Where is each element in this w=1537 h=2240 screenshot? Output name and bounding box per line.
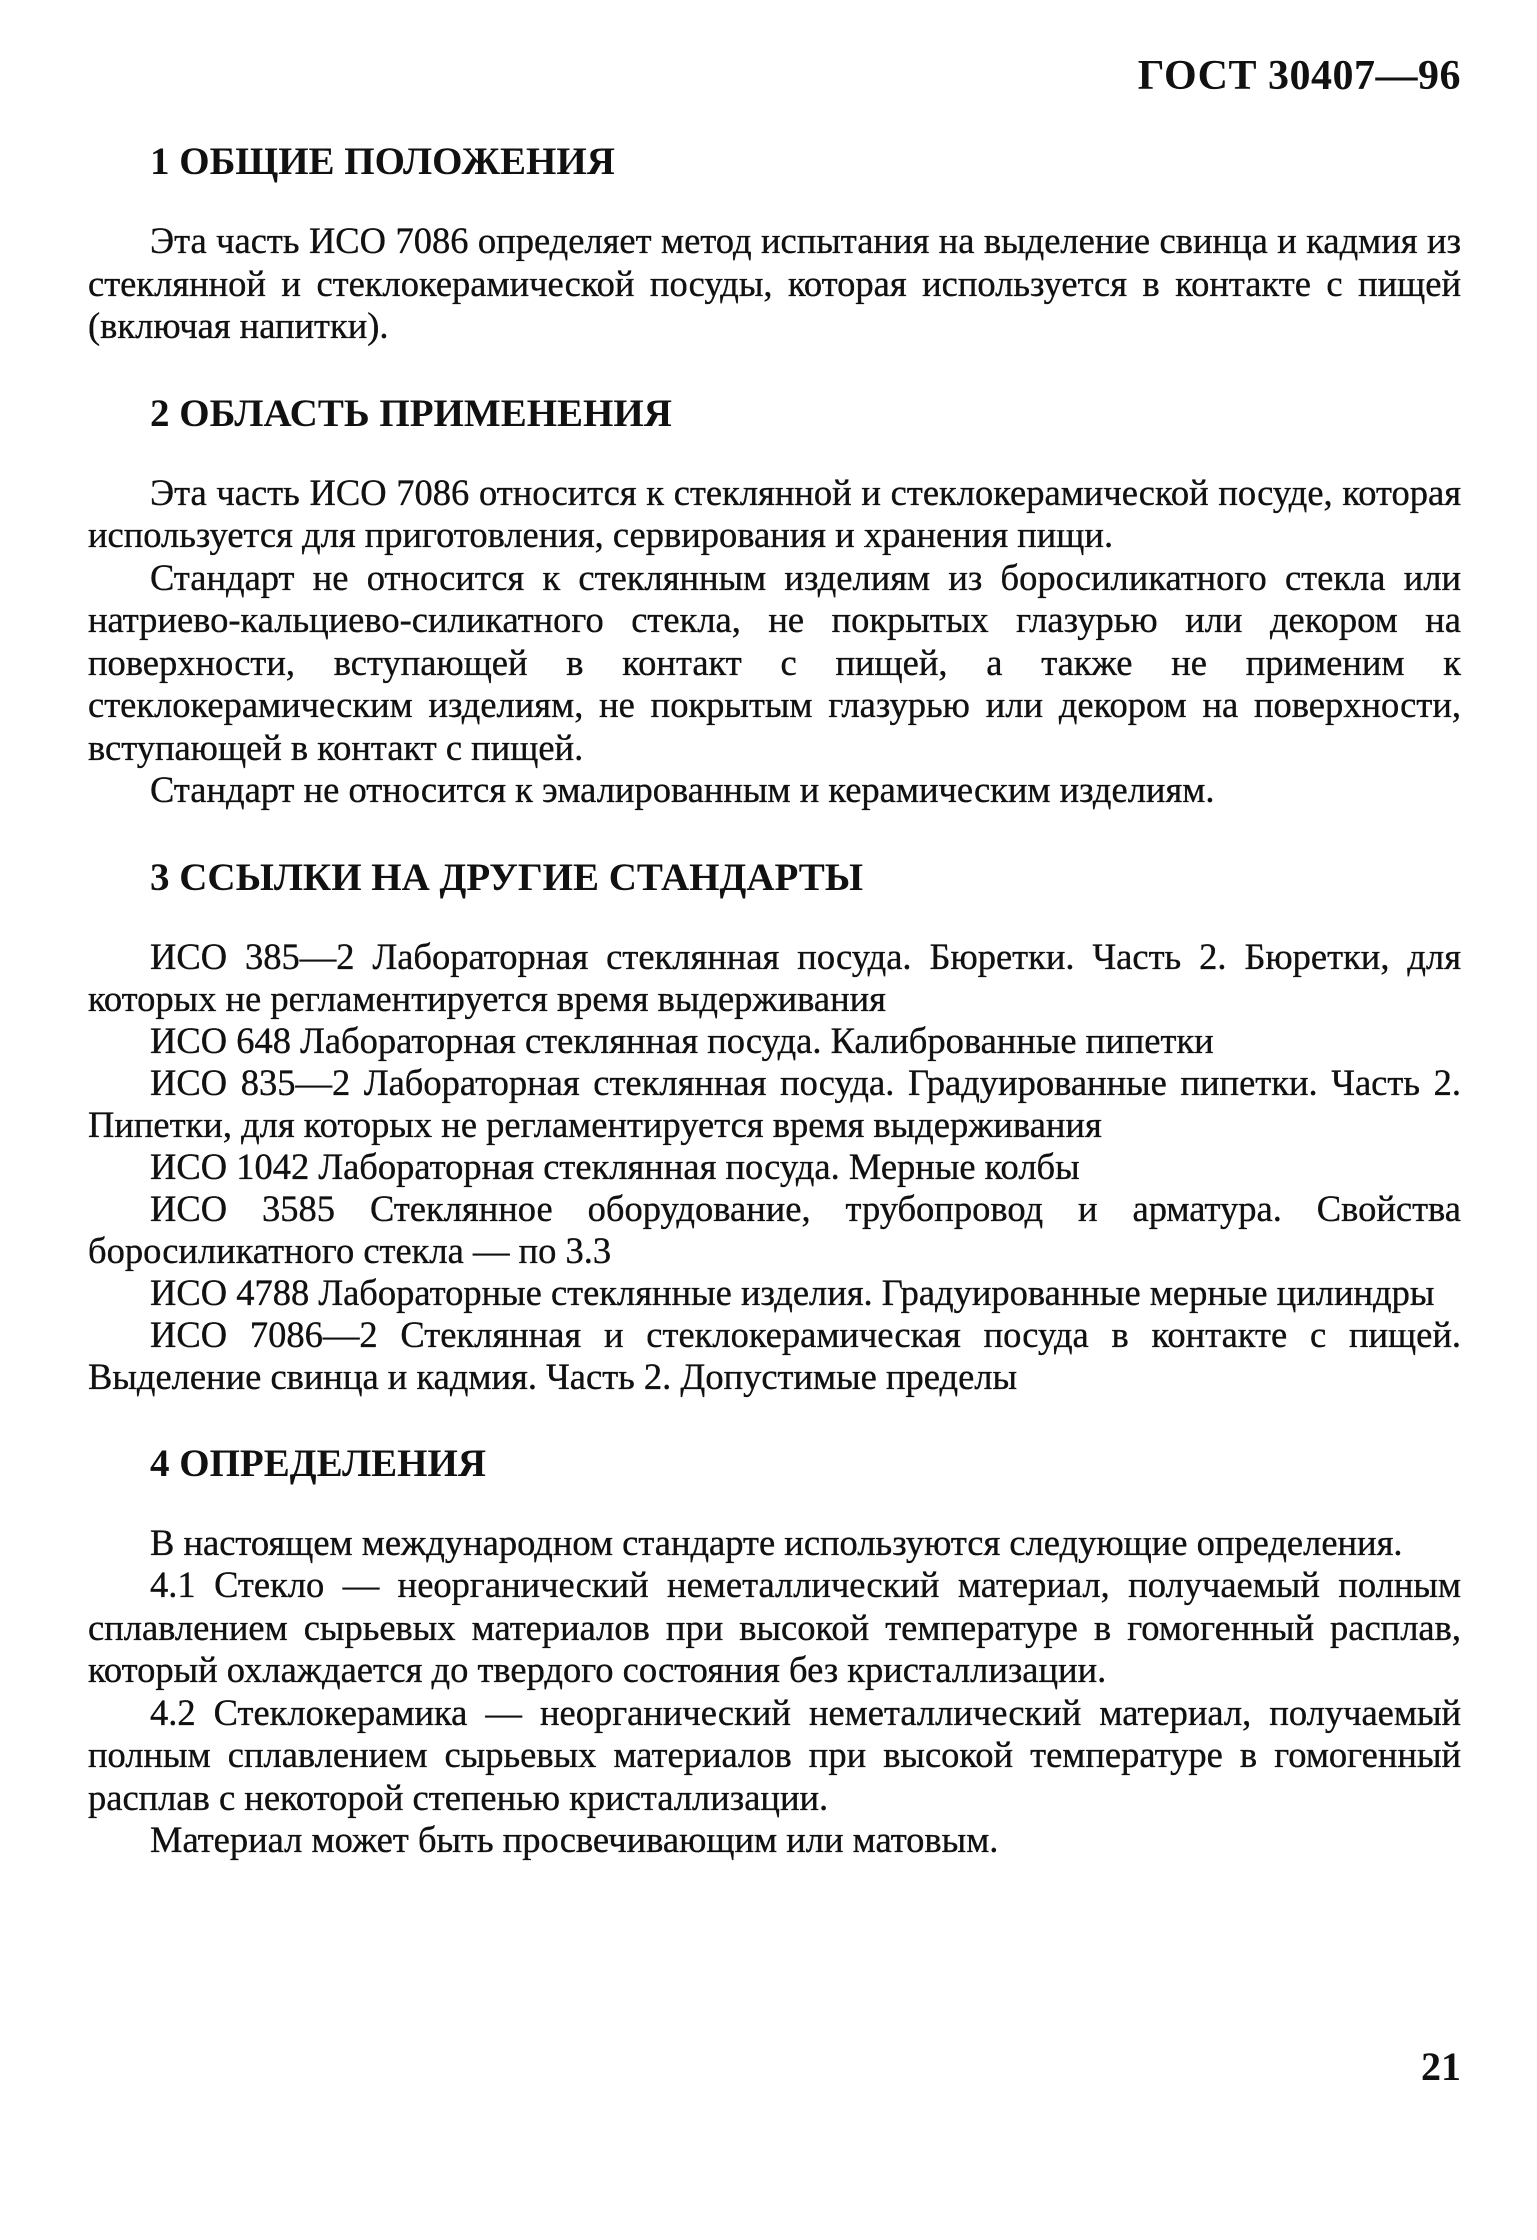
section-body-references	[88, 936, 1461, 1398]
paragraph: Материал может быть просвечивающим или матовым.	[150, 1819, 999, 1860]
paragraph: Эта часть ИСО 7086 определяет метод испытания на выделение свинца и кадмия из стеклянной и стеклокерамической посуды, которая используется в контакте с пищей (включая напитки).	[88, 220, 1461, 346]
section-body-general	[88, 220, 1461, 348]
reference-item: ИСО 7086—2 Стеклянная и стеклокерамическая посуда в контакте с пищей. Выделение свинца и кадмия. Часть 2. Допустимые пределы	[88, 1313, 1461, 1397]
section-body-scope	[88, 472, 1461, 812]
section-title-scope: 2 ОБЛАСТЬ ПРИМЕНЕНИЯ	[150, 391, 672, 435]
reference-item: ИСО 835—2 Лабораторная стеклянная посуда. Градуированные пипетки. Часть 2. Пипетки, для которых не регламентируется время выдерживания	[88, 1061, 1461, 1145]
reference-item: ИСО 385—2 Лабораторная стеклянная посуда. Бюретки. Часть 2. Бюретки, для которых не регламентируется время выдерживания	[88, 935, 1461, 1019]
reference-item: ИСО 1042 Лабораторная стеклянная посуда. Мерные колбы	[150, 1145, 1080, 1187]
page-number: 21	[1421, 2044, 1461, 2089]
reference-item: ИСО 4788 Лабораторные стеклянные изделия. Градуированные мерные цилиндры	[150, 1271, 1435, 1313]
reference-item: ИСО 3585 Стеклянное оборудование, трубопровод и арматура. Свойства боросиликатного стекла — по 3.3	[88, 1187, 1461, 1271]
document-content	[88, 140, 1461, 1906]
section-body-definitions	[88, 1522, 1461, 1862]
definition-item: 4.1 Стекло — неорганический неметаллический материал, получаемый полным сплавлением сырьевых материалов при высокой температуре в гомогенный расплав, который охлаждается до твердого состояния без кристаллизации.	[88, 1564, 1461, 1690]
paragraph: В настоящем международном стандарте используются следующие определения.	[150, 1521, 1403, 1563]
section-title-definitions: 4 ОПРЕДЕЛЕНИЯ	[150, 1441, 486, 1485]
definition-item: 4.2 Стеклокерамика — неорганический неметаллический материал, получаемый полным сплавлением сырьевых материалов при высокой температуре в гомогенный расплав с некоторой степенью кристаллизации.	[88, 1691, 1461, 1818]
paragraph: Стандарт не относится к эмалированным и керамическим изделиям.	[150, 769, 1215, 810]
paragraph: Стандарт не относится к стеклянным изделиям из боросиликатного стекла или натриево-кальциево-силикатного стекла, не покрытых глазурью или декором на поверхности, вступающей в контакт с пищей, а также не применим к стеклокерамическим изделиям, не покрытым глазурью или декором на поверхности, вступающей в контакт с пищей.	[88, 556, 1461, 768]
document-id-header: ГОСТ 30407—96	[1137, 53, 1461, 99]
section-title-references: 3 ССЫЛКИ НА ДРУГИЕ СТАНДАРТЫ	[150, 855, 864, 899]
reference-item: ИСО 648 Лабораторная стеклянная посуда. Калиброванные пипетки	[150, 1019, 1214, 1061]
paragraph: Эта часть ИСО 7086 относится к стеклянной и стеклокерамической посуде, которая используется для приготовления, сервирования и хранения пищи.	[88, 471, 1461, 555]
section-title-general: 1 ОБЩИЕ ПОЛОЖЕНИЯ	[150, 140, 615, 183]
